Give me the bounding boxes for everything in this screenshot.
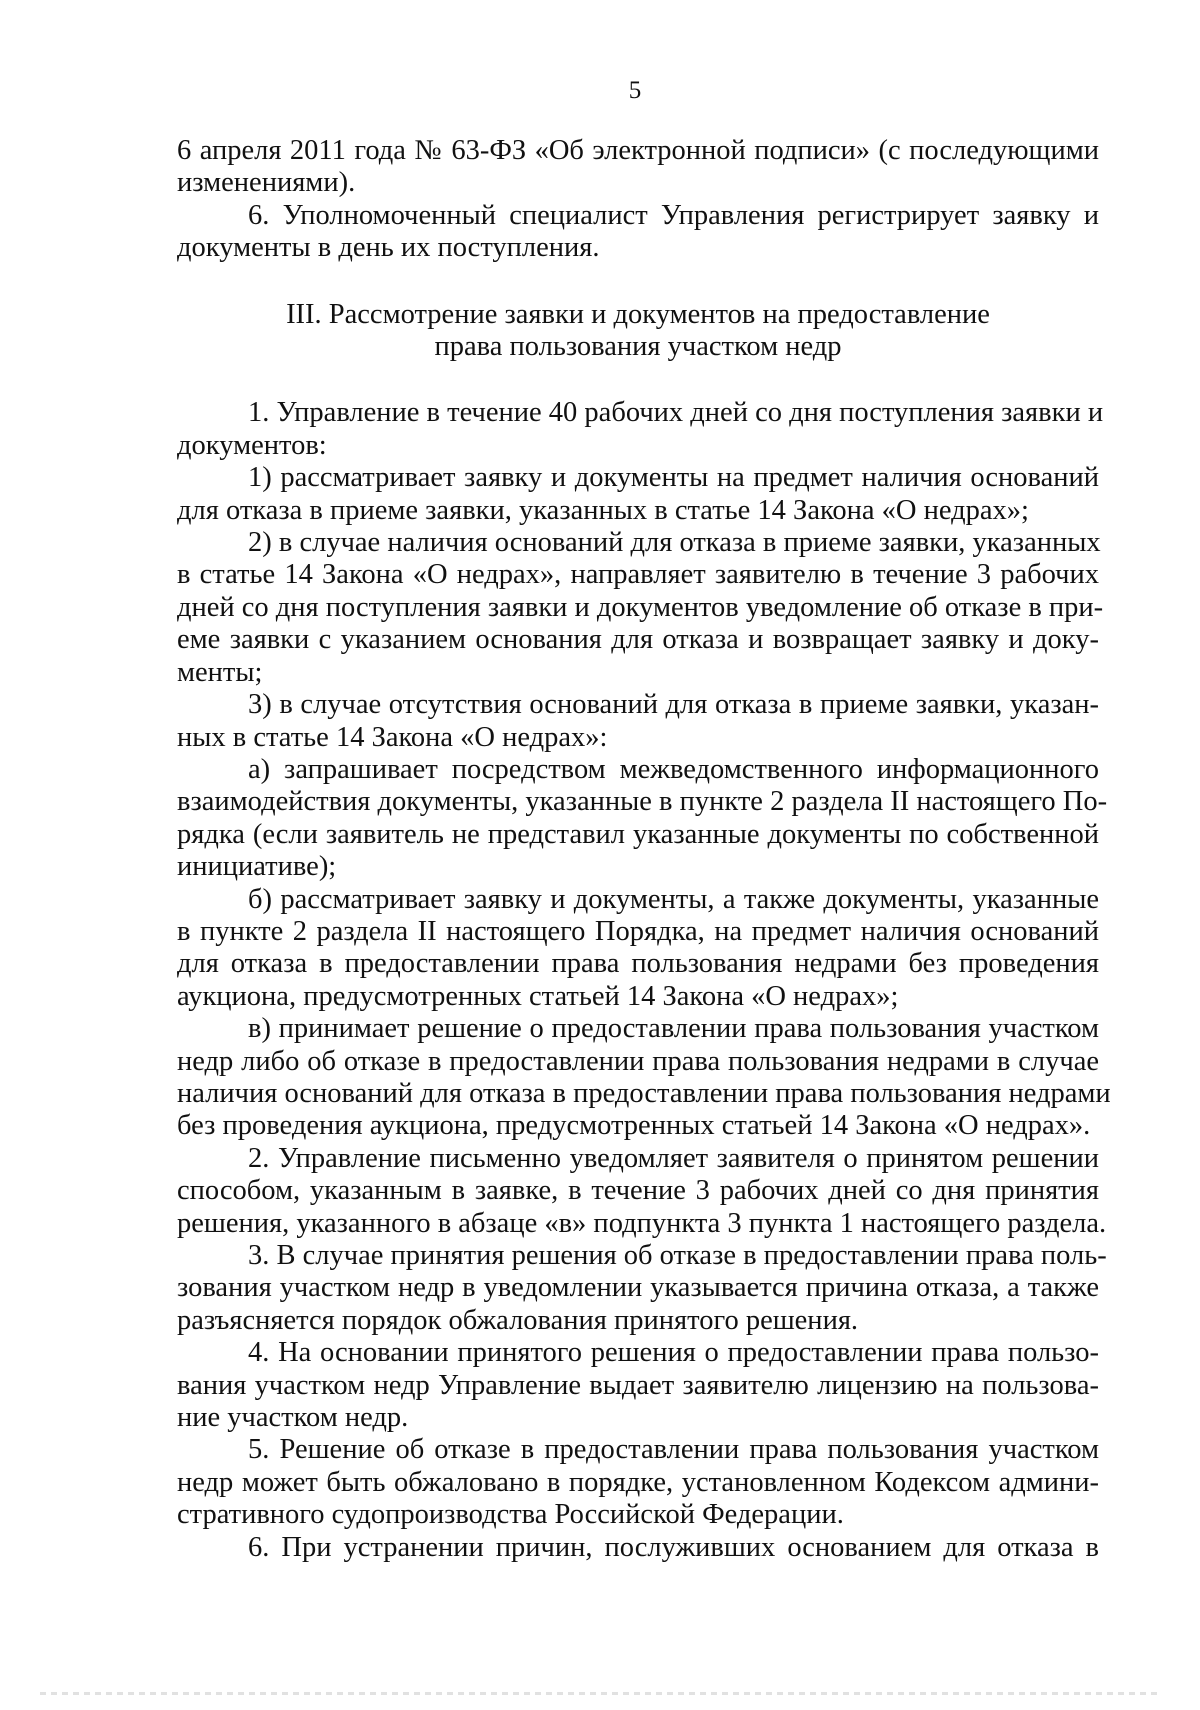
text-line: дней со дня поступления заявки и документов уведомление об отказе в при-: [177, 591, 1104, 623]
text-line: без проведения аукциона, предусмотренных статьей 14 Закона «О недрах».: [177, 1110, 1091, 1142]
text-line: вания участком недр Управление выдает заявителю лицензию на пользова-: [177, 1369, 1099, 1401]
scan-artifact-edge: [40, 1692, 1160, 1695]
paragraph-block-section-iii: [177, 397, 1111, 1564]
text-line: 2. Управление письменно уведомляет заявителя о принятом решении: [248, 1142, 1099, 1174]
text-line: 3. В случае принятия решения об отказе в предоставлении права поль-: [248, 1240, 1107, 1271]
text-line: 3) в случае отсутствия оснований для отказа в приеме заявки, указан-: [248, 689, 1099, 721]
text-line: 6 апреля 2011 года № 63-ФЗ «Об электронной подписи» (с последующими: [177, 135, 1099, 166]
text-line: рядка (если заявитель не представил указанные документы по собственной: [177, 818, 1099, 850]
text-line: 1) рассматривает заявку и документы на предмет наличия оснований: [248, 462, 1099, 494]
text-line: для отказа в предоставлении права пользования недрами без проведения: [177, 948, 1099, 980]
text-line: в пункте 2 раздела II настоящего Порядка, на предмет наличия оснований: [177, 915, 1099, 947]
text-line: аукциона, предусмотренных статьей 14 Закона «О недрах»;: [177, 980, 899, 1012]
text-line: менты;: [177, 656, 263, 688]
text-line: взаимодействия документы, указанные в пункте 2 раздела II настоящего По-: [177, 786, 1108, 818]
section-heading-line-2: права пользования участком недр: [434, 331, 842, 363]
text-line: изменениями).: [177, 167, 356, 199]
text-line: ние участком недр.: [177, 1402, 409, 1434]
text-line: 2) в случае наличия оснований для отказа в приеме заявки, указанных: [248, 527, 1101, 559]
text-line: зования участком недр в уведомлении указывается причина отказа, а также: [177, 1272, 1099, 1304]
text-line: для отказа в приеме заявки, указанных в статье 14 Закона «О недрах»;: [177, 494, 1029, 526]
text-line: недр либо об отказе в предоставлении права пользования недрами в случае: [177, 1045, 1099, 1077]
text-line: 6. При устранении причин, послуживших основанием для отказа в: [248, 1531, 1099, 1563]
text-line: в) принимает решение о предоставлении права пользования участком: [248, 1013, 1099, 1045]
text-line: ных в статье 14 Закона «О недрах»:: [177, 721, 608, 753]
text-line: а) запрашивает посредством межведомственного информационного: [248, 753, 1099, 785]
page-number: 5: [628, 77, 642, 104]
text-line: 4. На основании принятого решения о предоставлении права пользо-: [248, 1337, 1099, 1369]
text-line: 6. Уполномоченный специалист Управления регистрирует заявку и: [248, 199, 1099, 231]
paragraph-block-intro: [177, 135, 1099, 265]
text-line: способом, указанным в заявке, в течение 3 рабочих дней со дня принятия: [177, 1175, 1099, 1207]
text-line: недр может быть обжаловано в порядке, установленном Кодексом админи-: [177, 1466, 1099, 1498]
text-line: разъясняется порядок обжалования принятого решения.: [177, 1304, 859, 1336]
text-line: 5. Решение об отказе в предоставлении права пользования участком: [248, 1434, 1099, 1466]
document-body: [177, 135, 1111, 1564]
text-line: наличия оснований для отказа в предоставлении права пользования недрами: [177, 1077, 1111, 1109]
text-line: еме заявки с указанием основания для отказа и возвращает заявку и доку-: [177, 624, 1099, 656]
text-line: инициативе);: [177, 851, 337, 883]
section-heading-line-1: III. Рассмотрение заявки и документов на предоставление: [286, 298, 990, 330]
text-line: стративного судопроизводства Российской Федерации.: [177, 1499, 844, 1531]
text-line: б) рассматривает заявку и документы, а также документы, указанные: [248, 883, 1099, 915]
text-line: документы в день их поступления.: [177, 232, 600, 264]
text-line: 1. Управление в течение 40 рабочих дней со дня поступления заявки и: [248, 397, 1104, 429]
text-line: решения, указанного в абзаце «в» подпункта 3 пункта 1 настоящего раздела.: [177, 1207, 1107, 1239]
text-line: в статье 14 Закона «О недрах», направляет заявителю в течение 3 рабочих: [177, 559, 1099, 591]
text-line: документов:: [177, 429, 327, 461]
